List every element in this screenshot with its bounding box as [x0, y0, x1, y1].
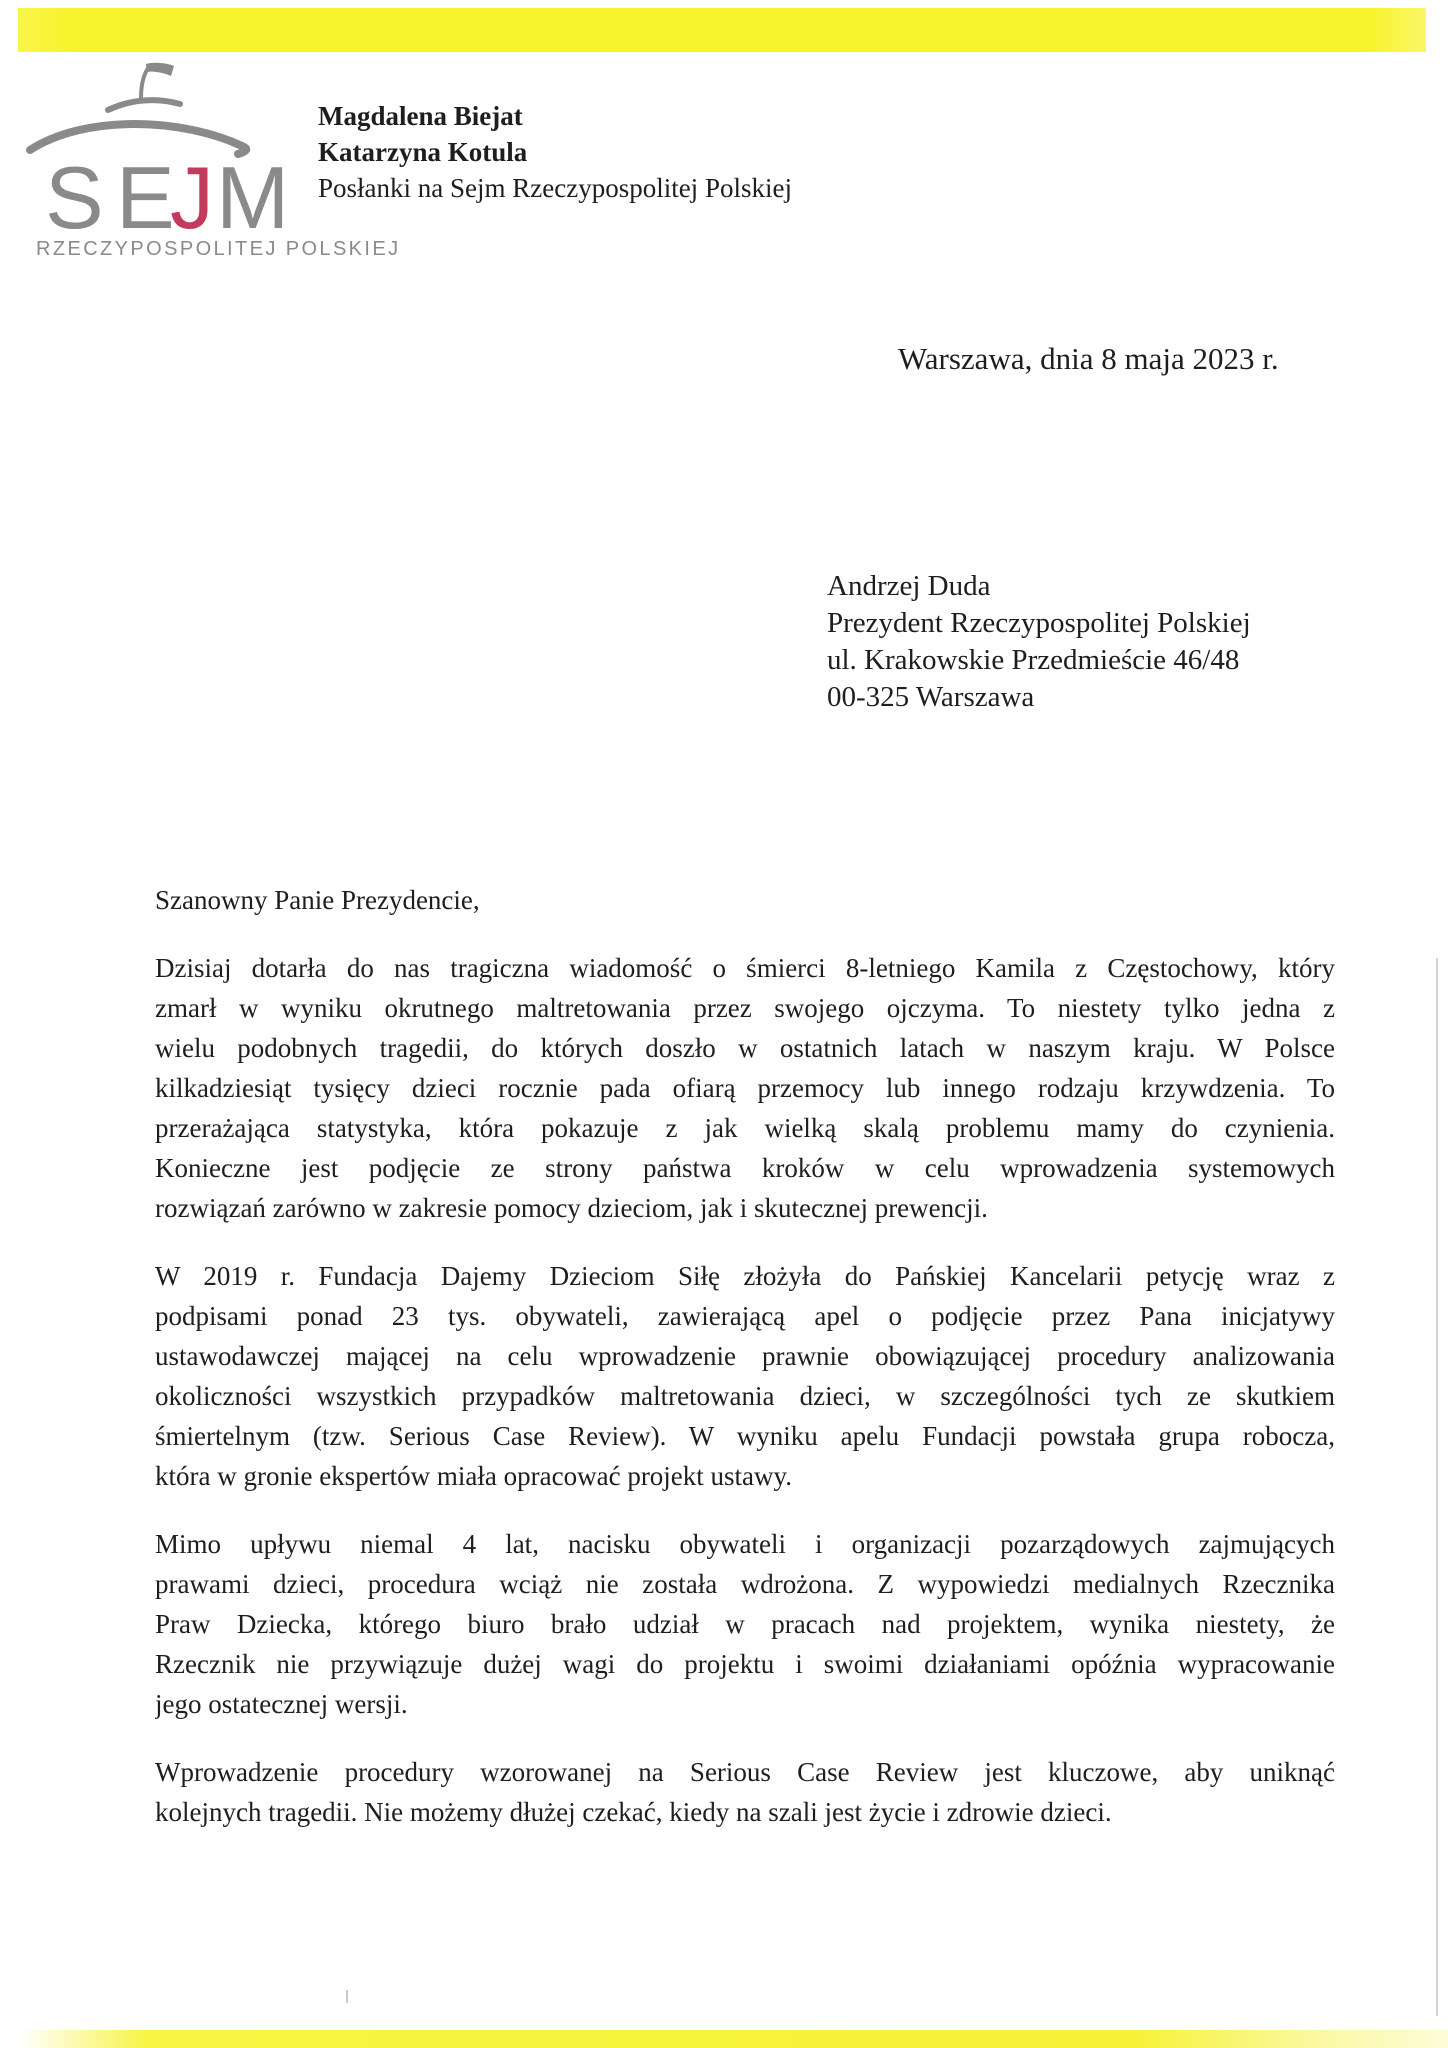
paragraph: [155, 1752, 1335, 1832]
sender-block: [318, 98, 792, 206]
letter-body: [155, 880, 1335, 1832]
paragraph-line: zmarł w wyniku okrutnego maltretowania przez swojego ojczyma. To niestety tylko jedna z: [155, 993, 1335, 1023]
sender-role: Posłanki na Sejm Rzeczypospolitej Polskiej: [318, 173, 792, 203]
logo-letter-j: J: [170, 148, 214, 247]
dateline: Warszawa, dnia 8 maja 2023 r.: [898, 341, 1279, 376]
paragraph-line: Mimo upływu niemal 4 lat, nacisku obywateli i organizacji pozarządowych zajmujących: [155, 1529, 1335, 1559]
paragraph-line: Konieczne jest podjęcie ze strony państwa kroków w celu wprowadzenia systemowych: [155, 1153, 1335, 1183]
recipient-title: Prezydent Rzeczypospolitej Polskiej: [827, 607, 1251, 639]
page-edge-scan-line: [1436, 958, 1438, 2016]
salutation: Szanowny Panie Prezydencie,: [155, 885, 480, 915]
paragraph-line: Rzecznik nie przywiązuje dużej wagi do projektu i swoimi działaniami opóźnia wypracowanie: [155, 1649, 1335, 1679]
bottom-yellow-highlight-bar: [20, 2030, 1448, 2048]
sejm-dome-icon: [24, 58, 314, 158]
paragraph-line: kilkadziesiąt tysięcy dzieci rocznie pada ofiarą przemocy lub innego rodzaju krzywdzenia. To: [155, 1073, 1335, 1103]
paragraph-line: Praw Dziecka, którego biuro brało udział w pracach nad projektem, wynika niestety, że: [155, 1609, 1335, 1639]
paragraph-line: okoliczności wszystkich przypadków maltretowania dzieci, w szczególności tych ze skutkiem: [155, 1381, 1335, 1411]
paragraph-line: rozwiązań zarówno w zakresie pomocy dzieciom, jak i skutecznej prewencji.: [155, 1193, 988, 1223]
recipient-street: ul. Krakowskie Przedmieście 46/48: [827, 644, 1240, 676]
paragraph-line: Dzisiaj dotarła do nas tragiczna wiadomość o śmierci 8-letniego Kamila z Częstochowy, który: [155, 953, 1335, 983]
paragraph-line: W 2019 r. Fundacja Dajemy Dzieciom Siłę złożyła do Pańskiej Kancelarii petycję wraz z: [155, 1261, 1335, 1291]
paragraph: [155, 948, 1335, 1228]
paragraph-line: wielu podobnych tragedii, do których doszło w ostatnich latach w naszym kraju. W Polsce: [155, 1033, 1335, 1063]
recipient-block: [827, 568, 1251, 716]
paragraph-line: prawami dzieci, procedura wciąż nie została wdrożona. Z wypowiedzi medialnych Rzecznika: [155, 1569, 1335, 1599]
paragraph-line: Wprowadzenie procedury wzorowanej na Serious Case Review jest kluczowe, aby uniknąć: [155, 1757, 1335, 1787]
sender-name-2: Katarzyna Kotula: [318, 137, 528, 167]
paragraph: [155, 1524, 1335, 1724]
paragraph-line: ustawodawczej mającej na celu wprowadzenie prawnie obowiązującej procedury analizowania: [155, 1341, 1335, 1371]
paragraph-line: śmiertelnym (tzw. Serious Case Review). W wyniku apelu Fundacji powstała grupa robocza,: [155, 1421, 1335, 1451]
paragraph-line: podpisami ponad 23 tys. obywateli, zawierającą apel o podjęcie przez Pana inicjatywy: [155, 1301, 1335, 1331]
paragraph-line: kolejnych tragedii. Nie możemy dłużej czekać, kiedy na szali jest życie i zdrowie dzieci.: [155, 1797, 1112, 1827]
top-yellow-highlight-bar: [18, 8, 1426, 52]
logo-letter-s: S: [45, 148, 104, 247]
scan-artifact-tick: [346, 1990, 348, 2003]
paragraph-line: jego ostatecznej wersji.: [155, 1689, 408, 1719]
paragraph-line: przerażająca statystyka, która pokazuje z jak wielką skalą problemu mamy do czynienia.: [155, 1113, 1335, 1143]
sejm-logo: [24, 58, 401, 268]
sender-name-1: Magdalena Biejat: [318, 101, 523, 131]
paragraph: [155, 1256, 1335, 1496]
paragraph-line: która w gronie ekspertów miała opracować projekt ustawy.: [155, 1461, 793, 1491]
recipient-city: 00-325 Warszawa: [827, 681, 1035, 713]
logo-letter-e: E: [116, 148, 175, 247]
logo-letter-m: M: [216, 148, 290, 247]
logo-subtitle: RZECZYPOSPOLITEJ POLSKIEJ: [36, 238, 401, 260]
recipient-name: Andrzej Duda: [827, 570, 991, 602]
